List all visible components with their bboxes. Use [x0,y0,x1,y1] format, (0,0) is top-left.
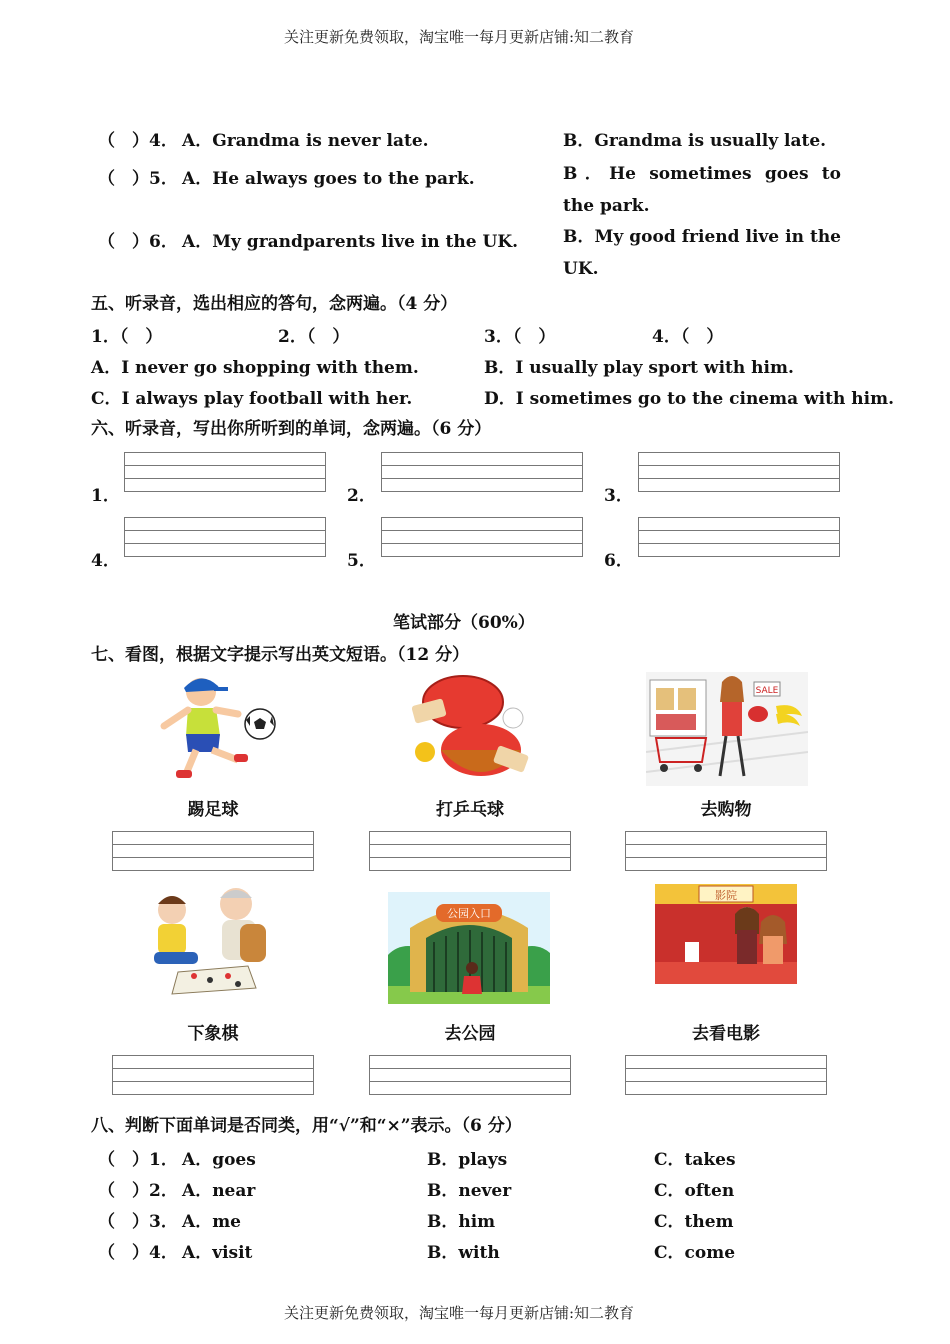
footer-note: 关注更新免费领取，淘宝唯一每月更新店铺:知二教育 [284,1304,635,1322]
s8-row-4-b: B．with [427,1243,500,1263]
s6-num-4: 4． [91,551,120,571]
s5-blank-2: 2．（ ） [278,327,350,347]
item-4-number: （ ）4． [98,131,178,151]
s5-option-d: D．I sometimes go to the cinema with him. [484,389,894,409]
item-5-number: （ ）5． [98,169,178,189]
item-6-option-a: A．My grandparents live in the UK. [182,232,519,252]
s5-blank-3: 3．（ ） [484,327,556,347]
s8-row-1-a: A．goes [182,1150,256,1170]
s6-writing-lines-3[interactable] [638,452,840,492]
label-go-to-cinema: 去看电影 [692,1024,760,1044]
s6-num-1: 1． [91,486,120,506]
s5-blank-1: 1．（ ） [91,327,163,347]
label-play-chess: 下象棋 [187,1024,239,1044]
answer-lines-go-shopping[interactable] [625,831,827,871]
s8-row-3-number: （ ）3． [98,1212,178,1232]
written-part-title: 笔试部分（60%） [393,613,535,633]
label-play-ping-pong: 打乒乓球 [436,800,504,820]
item-5-option-b: B．He sometimes goes to the park. [563,164,841,216]
item-4-option-a: A．Grandma is never late. [182,131,429,151]
s6-num-6: 6． [604,551,633,571]
s8-row-1-c: C．takes [654,1150,736,1170]
s8-row-2-b: B．never [427,1181,512,1201]
cinema-illustration [655,884,797,984]
s6-writing-lines-4[interactable] [124,517,326,557]
sale-sign-text: SALE [755,686,779,696]
ping-pong-illustration [405,672,533,784]
s8-row-3-c: C．them [654,1212,734,1232]
s8-row-4-a: A．visit [182,1243,253,1263]
label-play-football: 踢足球 [187,800,239,820]
section5-title: 五、听录音，选出相应的答句，念两遍。（4 分） [91,294,458,314]
answer-lines-play-ping-pong[interactable] [369,831,571,871]
football-boy-illustration [146,674,280,784]
item-6-number: （ ）6． [98,232,178,252]
s8-row-4-c: C．come [654,1243,736,1263]
item-6-option-b: B．My good friend live in the UK. [563,227,841,279]
s8-row-3-a: A．me [182,1212,241,1232]
section7-title: 七、看图，根据文字提示写出英文短语。（12 分） [91,645,470,665]
section6-title: 六、听录音，写出你所听到的单词，念两遍。（6 分） [91,419,492,439]
s8-row-1-b: B．plays [427,1150,508,1170]
s6-writing-lines-6[interactable] [638,517,840,557]
cinema-sign-text: 影院 [715,889,737,902]
s6-num-3: 3． [604,486,633,506]
s5-blank-4: 4．（ ） [652,327,724,347]
s6-num-5: 5． [347,551,376,571]
section8-title: 八、判断下面单词是否同类，用“√”和“×”表示。（6 分） [91,1116,522,1136]
s8-row-3-b: B．him [427,1212,496,1232]
park-sign-text: 公园入口 [447,907,491,920]
s8-row-2-number: （ ）2． [98,1181,178,1201]
s8-row-2-c: C．often [654,1181,735,1201]
item-4-option-b: B．Grandma is usually late. [563,131,827,151]
s5-option-a: A．I never go shopping with them. [91,358,419,378]
answer-lines-play-football[interactable] [112,831,314,871]
s5-option-b: B．I usually play sport with him. [484,358,794,378]
label-go-to-park: 去公园 [444,1024,496,1044]
answer-lines-play-chess[interactable] [112,1055,314,1095]
s8-row-4-number: （ ）4． [98,1243,178,1263]
answer-lines-go-to-park[interactable] [369,1055,571,1095]
park-gate-illustration [388,892,550,1004]
header-note: 关注更新免费领取，淘宝唯一每月更新店铺:知二教育 [284,28,635,46]
shopping-illustration [646,672,808,786]
s6-num-2: 2． [347,486,376,506]
item-5-option-a: A．He always goes to the park. [182,169,475,189]
s8-row-1-number: （ ）1． [98,1150,178,1170]
s6-writing-lines-2[interactable] [381,452,583,492]
s6-writing-lines-1[interactable] [124,452,326,492]
s8-row-2-a: A．near [182,1181,256,1201]
s6-writing-lines-5[interactable] [381,517,583,557]
chess-illustration [144,884,280,996]
answer-lines-go-to-cinema[interactable] [625,1055,827,1095]
s5-option-c: C．I always play football with her. [91,389,413,409]
label-go-shopping: 去购物 [700,800,752,820]
